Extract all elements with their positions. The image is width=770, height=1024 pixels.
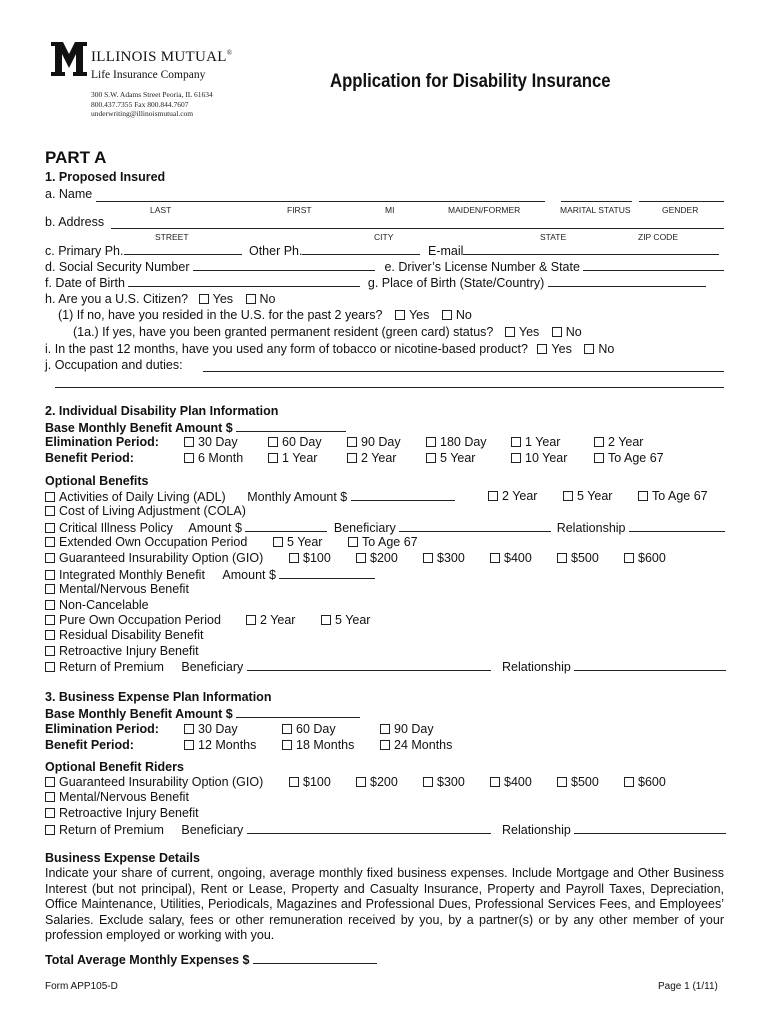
critical-amount-label: Amount $ [188, 521, 242, 535]
other-phone-input[interactable] [302, 243, 420, 255]
tobacco-yes-checkbox[interactable] [537, 344, 547, 354]
checkbox-icon[interactable] [594, 453, 604, 463]
option-label: 1 Year [282, 451, 318, 465]
checkbox-icon[interactable] [268, 437, 278, 447]
section3-elim-opt-1[interactable] [282, 722, 336, 736]
option-label: $500 [571, 775, 599, 789]
critical-beneficiary-label: Beneficiary [333, 521, 396, 535]
s3-gio-opt-0[interactable] [289, 775, 331, 789]
option-label: 5 Year [287, 535, 323, 549]
s3-return-premium-label: Return of Premium [59, 823, 164, 837]
option-label: To Age 67 [608, 451, 664, 465]
place-of-birth-label: g. Place of Birth (State/Country) [367, 276, 545, 290]
residual-checkbox[interactable] [45, 630, 55, 640]
integrated-label: Integrated Monthly Benefit [59, 568, 205, 582]
checkbox-icon[interactable] [184, 724, 194, 734]
option-label: To Age 67 [652, 489, 708, 503]
mental-checkbox[interactable] [45, 584, 55, 594]
caption-mi: MI [385, 205, 395, 215]
residual-row [45, 628, 204, 642]
critical-relationship-label: Relationship [556, 521, 626, 535]
cola-row [45, 504, 246, 518]
email-input[interactable] [463, 243, 719, 255]
drivers-license-label: e. Driver’s License Number & State [384, 260, 580, 274]
option-label: 2 Year [608, 435, 644, 449]
option-label: $600 [638, 775, 666, 789]
tobacco-question: i. In the past 12 months, have you used any form of tobacco or nicotine-based product? [45, 342, 528, 356]
checkbox-icon[interactable] [273, 537, 283, 547]
s3-relationship-label: Relationship [502, 823, 571, 837]
resided-no-label: No [455, 308, 472, 322]
page-title: Application for Disability Insurance [330, 71, 611, 92]
section2-benefit-opt-2[interactable] [347, 451, 396, 465]
option-label: 30 Day [198, 722, 238, 736]
name-input[interactable] [96, 201, 545, 202]
section3-elimination-label: Elimination Period: [45, 722, 159, 736]
option-label: 60 Day [296, 722, 336, 736]
s3-gio-label: Guaranteed Insurability Option (GIO) [59, 775, 264, 789]
checkbox-icon[interactable] [380, 740, 390, 750]
option-label: 12 Months [198, 738, 257, 752]
checkbox-icon[interactable] [563, 491, 573, 501]
mental-label: Mental/Nervous Benefit [59, 582, 189, 596]
resided-yes-label: Yes [408, 308, 430, 322]
gio-checkbox[interactable] [45, 553, 55, 563]
checkbox-icon[interactable] [490, 777, 500, 787]
citizen-yes-label: Yes [212, 292, 234, 306]
section3-benefit-opt-0[interactable] [184, 738, 256, 752]
s3-return-premium-row [45, 822, 491, 837]
pure-opt-0[interactable] [246, 613, 295, 627]
option-label: $400 [504, 775, 532, 789]
option-label: 2 Year [260, 613, 296, 627]
checkbox-icon[interactable] [624, 777, 634, 787]
section3-benefit-label: Benefit Period: [45, 738, 134, 752]
checkbox-icon[interactable] [638, 491, 648, 501]
beneficiary-input[interactable] [247, 659, 491, 671]
option-label: $400 [504, 551, 532, 565]
caption-state: STATE [540, 232, 567, 242]
dob-label: f. Date of Birth [45, 276, 125, 290]
s3-retro-checkbox[interactable] [45, 808, 55, 818]
green-card-row [73, 325, 582, 339]
section2-benefit-opt-3[interactable] [426, 451, 475, 465]
option-label: 5 Year [335, 613, 371, 627]
proposed-insured-heading: 1. Proposed Insured [45, 170, 166, 184]
mental-row [45, 582, 189, 596]
option-label: 24 Months [394, 738, 453, 752]
green-card-no-label: No [565, 325, 582, 339]
extended-opt-1[interactable] [348, 535, 418, 549]
section2-heading: 2. Individual Disability Plan Information [45, 404, 279, 418]
extended-own-row [45, 535, 247, 549]
option-label: 1 Year [525, 435, 561, 449]
checkbox-icon[interactable] [423, 553, 433, 563]
tobacco-yes-label: Yes [551, 342, 572, 356]
option-label: $300 [437, 551, 465, 565]
caption-gender: GENDER [662, 205, 699, 215]
gio-opt-0[interactable] [289, 551, 331, 565]
beneficiary-label: Beneficiary [181, 660, 244, 674]
adl-opt-0[interactable] [488, 489, 537, 503]
dob-input[interactable] [128, 275, 360, 287]
noncancel-row [45, 598, 149, 612]
checkbox-icon[interactable] [594, 437, 604, 447]
checkbox-icon[interactable] [511, 453, 521, 463]
total-expenses-row [45, 952, 377, 967]
checkbox-icon[interactable] [347, 437, 357, 447]
checkbox-icon[interactable] [321, 615, 331, 625]
company-address [91, 90, 213, 119]
option-label: To Age 67 [362, 535, 418, 549]
option-label: $600 [638, 551, 666, 565]
tobacco-row [45, 342, 614, 356]
section3-heading: 3. Business Expense Plan Information [45, 690, 272, 704]
extended-opt-0[interactable] [273, 535, 322, 549]
s3-mental-label: Mental/Nervous Benefit [59, 790, 189, 804]
section2-benefit-opt-4[interactable] [511, 451, 567, 465]
critical-illness-row [45, 520, 725, 535]
citizen-row [45, 292, 276, 306]
green-card-question: (1a.) If yes, have you been granted permanent resident (green card) status? [73, 325, 494, 339]
s3-mental-row [45, 790, 189, 804]
adl-row [45, 489, 455, 504]
s3-beneficiary-label: Beneficiary [181, 823, 244, 837]
caption-first: FIRST [287, 205, 312, 215]
checkbox-icon[interactable] [246, 615, 256, 625]
checkbox-icon[interactable] [348, 537, 358, 547]
green-card-yes-label: Yes [518, 325, 540, 339]
relationship-input[interactable] [574, 659, 726, 671]
citizen-no-checkbox[interactable] [246, 294, 256, 304]
primary-phone-label: c. Primary Ph. [45, 244, 124, 258]
option-label: $200 [370, 551, 398, 565]
residual-label: Residual Disability Benefit [59, 628, 204, 642]
option-label: $100 [303, 551, 331, 565]
caption-city: CITY [374, 232, 394, 242]
checkbox-icon[interactable] [347, 453, 357, 463]
option-label: 18 Months [296, 738, 355, 752]
return-premium-checkbox[interactable] [45, 662, 55, 672]
green-card-no-checkbox[interactable] [552, 327, 562, 337]
section2-elim-opt-0[interactable] [184, 435, 238, 449]
adl-monthly-label: Monthly Amount $ [247, 490, 348, 504]
extended-own-checkbox[interactable] [45, 537, 55, 547]
option-label: $300 [437, 775, 465, 789]
retro-checkbox[interactable] [45, 646, 55, 656]
form-number: Form APP105-D [45, 981, 118, 992]
cola-label: Cost of Living Adjustment (COLA) [59, 504, 246, 518]
retro-label: Retroactive Injury Benefit [59, 644, 199, 658]
ssn-label: d. Social Security Number [45, 260, 190, 274]
registered-mark: ® [226, 49, 233, 57]
checkbox-icon[interactable] [490, 553, 500, 563]
section2-elimination-label: Elimination Period: [45, 435, 159, 449]
adl-label: Activities of Daily Living (ADL) [59, 490, 226, 504]
pure-opt-1[interactable] [321, 613, 370, 627]
section3-elim-opt-0[interactable] [184, 722, 238, 736]
details-paragraph [45, 866, 724, 944]
checkbox-icon[interactable] [511, 437, 521, 447]
checkbox-icon[interactable] [268, 453, 278, 463]
gio-opt-5[interactable] [624, 551, 666, 565]
resided-yes-checkbox[interactable] [395, 310, 405, 320]
occupation-input-line-2[interactable] [55, 387, 724, 388]
s3-gio-row [45, 775, 263, 789]
checkbox-icon[interactable] [488, 491, 498, 501]
checkbox-icon[interactable] [289, 553, 299, 563]
checkbox-icon[interactable] [282, 724, 292, 734]
gender-input[interactable] [639, 201, 724, 202]
critical-amount-input[interactable] [245, 520, 327, 532]
email-label: E-mail [427, 244, 464, 258]
critical-illness-label: Critical Illness Policy [59, 521, 173, 535]
ssn-input[interactable] [193, 259, 375, 271]
gio-label: Guaranteed Insurability Option (GIO) [59, 551, 264, 565]
option-label: $200 [370, 775, 398, 789]
extended-own-label: Extended Own Occupation Period [59, 535, 248, 549]
checkbox-icon[interactable] [624, 553, 634, 563]
other-phone-label: Other Ph. [248, 244, 303, 258]
optional-benefits-heading: Optional Benefits [45, 474, 149, 488]
details-line: Office Maintenance, Utilities, Periodicals, Magazines and Professional Dues, Professional Services Fees, and Employees’ [45, 897, 724, 912]
resided-no-checkbox[interactable] [442, 310, 452, 320]
gio-row [45, 551, 263, 565]
citizen-no-label: No [259, 292, 276, 306]
s3-gio-opt-4[interactable] [557, 775, 599, 789]
checkbox-icon[interactable] [184, 740, 194, 750]
section2-benefit-opt-1[interactable] [268, 451, 317, 465]
relationship-label: Relationship [502, 660, 571, 674]
section3-base-benefit-row [45, 706, 360, 721]
caption-street: STREET [155, 232, 189, 242]
option-label: 90 Day [394, 722, 434, 736]
primary-phone-input[interactable] [124, 243, 242, 255]
adl-monthly-input[interactable] [351, 489, 455, 501]
option-label: 60 Day [282, 435, 322, 449]
section2-benefit-opt-5[interactable] [594, 451, 664, 465]
integrated-checkbox[interactable] [45, 570, 55, 580]
gio-opt-1[interactable] [356, 551, 398, 565]
option-label: 2 Year [502, 489, 538, 503]
s3-beneficiary-input[interactable] [247, 822, 491, 834]
occupation-label: j. Occupation and duties: [45, 358, 183, 372]
s3-retro-row [45, 806, 199, 820]
marital-status-input[interactable] [561, 201, 632, 202]
details-line: Salaries. Exclude salary, fees or other remuneration received by you, by a partner(s) or by any other member of your [45, 912, 724, 927]
riders-heading: Optional Benefit Riders [45, 760, 184, 774]
caption-zip: ZIP CODE [638, 232, 678, 242]
details-heading: Business Expense Details [45, 851, 200, 865]
total-expenses-label: Total Average Monthly Expenses $ [45, 953, 250, 967]
checkbox-icon[interactable] [557, 777, 567, 787]
option-label: 90 Day [361, 435, 401, 449]
option-label: 30 Day [198, 435, 238, 449]
s3-relationship-input[interactable] [574, 822, 726, 834]
cola-checkbox[interactable] [45, 506, 55, 516]
adl-opt-2[interactable] [638, 489, 708, 503]
s3-mental-checkbox[interactable] [45, 792, 55, 802]
gio-opt-3[interactable] [490, 551, 532, 565]
s3-gio-opt-2[interactable] [423, 775, 465, 789]
dob-row [45, 275, 706, 290]
section2-elim-opt-4[interactable] [511, 435, 560, 449]
illinois-mutual-logo-icon [49, 40, 89, 78]
place-of-birth-input[interactable] [548, 275, 706, 287]
address-line: 300 S.W. Adams Street Peoria, IL 61634 [91, 90, 213, 99]
noncancel-label: Non-Cancelable [59, 598, 149, 612]
critical-illness-checkbox[interactable] [45, 523, 55, 533]
section3-elim-opt-2[interactable] [380, 722, 434, 736]
address-input[interactable] [111, 228, 724, 229]
retro-row [45, 644, 199, 658]
section2-base-benefit-input[interactable] [236, 420, 346, 432]
checkbox-icon[interactable] [184, 437, 194, 447]
section3-benefit-opt-1[interactable] [282, 738, 354, 752]
option-label: $500 [571, 551, 599, 565]
section2-base-benefit-row [45, 420, 346, 435]
section2-elim-opt-2[interactable] [347, 435, 401, 449]
s3-gio-opt-3[interactable] [490, 775, 532, 789]
occupation-input[interactable] [203, 371, 724, 372]
integrated-row [45, 567, 375, 582]
section2-benefit-opt-0[interactable] [184, 451, 243, 465]
part-a-heading: PART A [45, 148, 107, 167]
pure-own-label: Pure Own Occupation Period [59, 613, 221, 627]
name-label: a. Name [45, 187, 93, 201]
s3-relationship-row [502, 822, 726, 837]
option-label: 10 Year [525, 451, 568, 465]
section2-elim-opt-5[interactable] [594, 435, 643, 449]
caption-marital: MARITAL STATUS [560, 205, 631, 215]
option-label: 2 Year [361, 451, 397, 465]
noncancel-checkbox[interactable] [45, 600, 55, 610]
s3-gio-checkbox[interactable] [45, 777, 55, 787]
section2-base-benefit-label: Base Monthly Benefit Amount $ [45, 421, 233, 435]
section3-base-benefit-label: Base Monthly Benefit Amount $ [45, 707, 233, 721]
company-subtitle: Life Insurance Company [91, 69, 206, 81]
checkbox-icon[interactable] [380, 724, 390, 734]
ssn-row [45, 259, 724, 274]
relationship-row [502, 659, 726, 674]
s3-return-premium-checkbox[interactable] [45, 825, 55, 835]
checkbox-icon[interactable] [426, 437, 436, 447]
return-premium-label: Return of Premium [59, 660, 164, 674]
section2-benefit-label: Benefit Period: [45, 451, 134, 465]
checkbox-icon[interactable] [289, 777, 299, 787]
s3-retro-label: Retroactive Injury Benefit [59, 806, 199, 820]
section3-base-benefit-input[interactable] [236, 706, 360, 718]
tobacco-no-checkbox[interactable] [584, 344, 594, 354]
phone-line: 800.437.7355 Fax 800.844.7607 [91, 99, 189, 109]
option-label: 5 Year [577, 489, 613, 503]
checkbox-icon[interactable] [557, 553, 567, 563]
critical-relationship-input[interactable] [629, 520, 725, 532]
integrated-amount-input[interactable] [279, 567, 375, 579]
gio-opt-2[interactable] [423, 551, 465, 565]
gio-opt-4[interactable] [557, 551, 599, 565]
page-number: Page 1 (1/11) [658, 981, 718, 992]
details-line: Interest (but not principal), Rent or Lease, Property and Casualty Insurance, Property and Payroll Taxes, Depreciation, [45, 881, 724, 896]
s3-gio-opt-1[interactable] [356, 775, 398, 789]
section2-elim-opt-3[interactable] [426, 435, 487, 449]
checkbox-icon[interactable] [423, 777, 433, 787]
citizen-question: h. Are you a U.S. Citizen? [45, 292, 189, 306]
checkbox-icon[interactable] [426, 453, 436, 463]
checkbox-icon[interactable] [356, 553, 366, 563]
tobacco-no-label: No [598, 342, 615, 356]
drivers-license-input[interactable] [583, 259, 724, 271]
s3-gio-opt-5[interactable] [624, 775, 666, 789]
adl-checkbox[interactable] [45, 492, 55, 502]
critical-beneficiary-input[interactable] [399, 520, 551, 532]
section2-elim-opt-1[interactable] [268, 435, 322, 449]
option-label: 6 Month [198, 451, 244, 465]
caption-maiden: MAIDEN/FORMER [448, 205, 521, 215]
address-label: b. Address [45, 215, 105, 229]
pure-own-row [45, 613, 221, 627]
section3-benefit-opt-2[interactable] [380, 738, 452, 752]
pure-own-checkbox[interactable] [45, 615, 55, 625]
checkbox-icon[interactable] [282, 740, 292, 750]
option-label: 5 Year [440, 451, 476, 465]
option-label: 180 Day [440, 435, 487, 449]
integrated-amount-label: Amount $ [222, 568, 276, 582]
company-logo [49, 40, 89, 78]
green-card-yes-checkbox[interactable] [505, 327, 515, 337]
details-line: profession employed or working with you. [45, 928, 275, 943]
option-label: $100 [303, 775, 331, 789]
citizen-yes-checkbox[interactable] [199, 294, 209, 304]
details-line: Indicate your share of current, ongoing, average monthly fixed business expenses. Include Mortgage and Other Business [45, 866, 724, 880]
resided-row [58, 308, 472, 322]
company-name [91, 49, 232, 66]
return-premium-row [45, 659, 491, 674]
adl-opt-1[interactable] [563, 489, 612, 503]
total-expenses-input[interactable] [253, 952, 377, 964]
checkbox-icon[interactable] [356, 777, 366, 787]
primary-phone-row [45, 243, 719, 258]
resided-question: (1) If no, have you resided in the U.S. for the past 2 years? [58, 308, 383, 322]
checkbox-icon[interactable] [184, 453, 194, 463]
caption-last: LAST [150, 205, 172, 215]
company-name-text: ILLINOIS MUTUAL [91, 49, 227, 65]
email-line: underwriting@illinoismutual.com [91, 109, 194, 118]
